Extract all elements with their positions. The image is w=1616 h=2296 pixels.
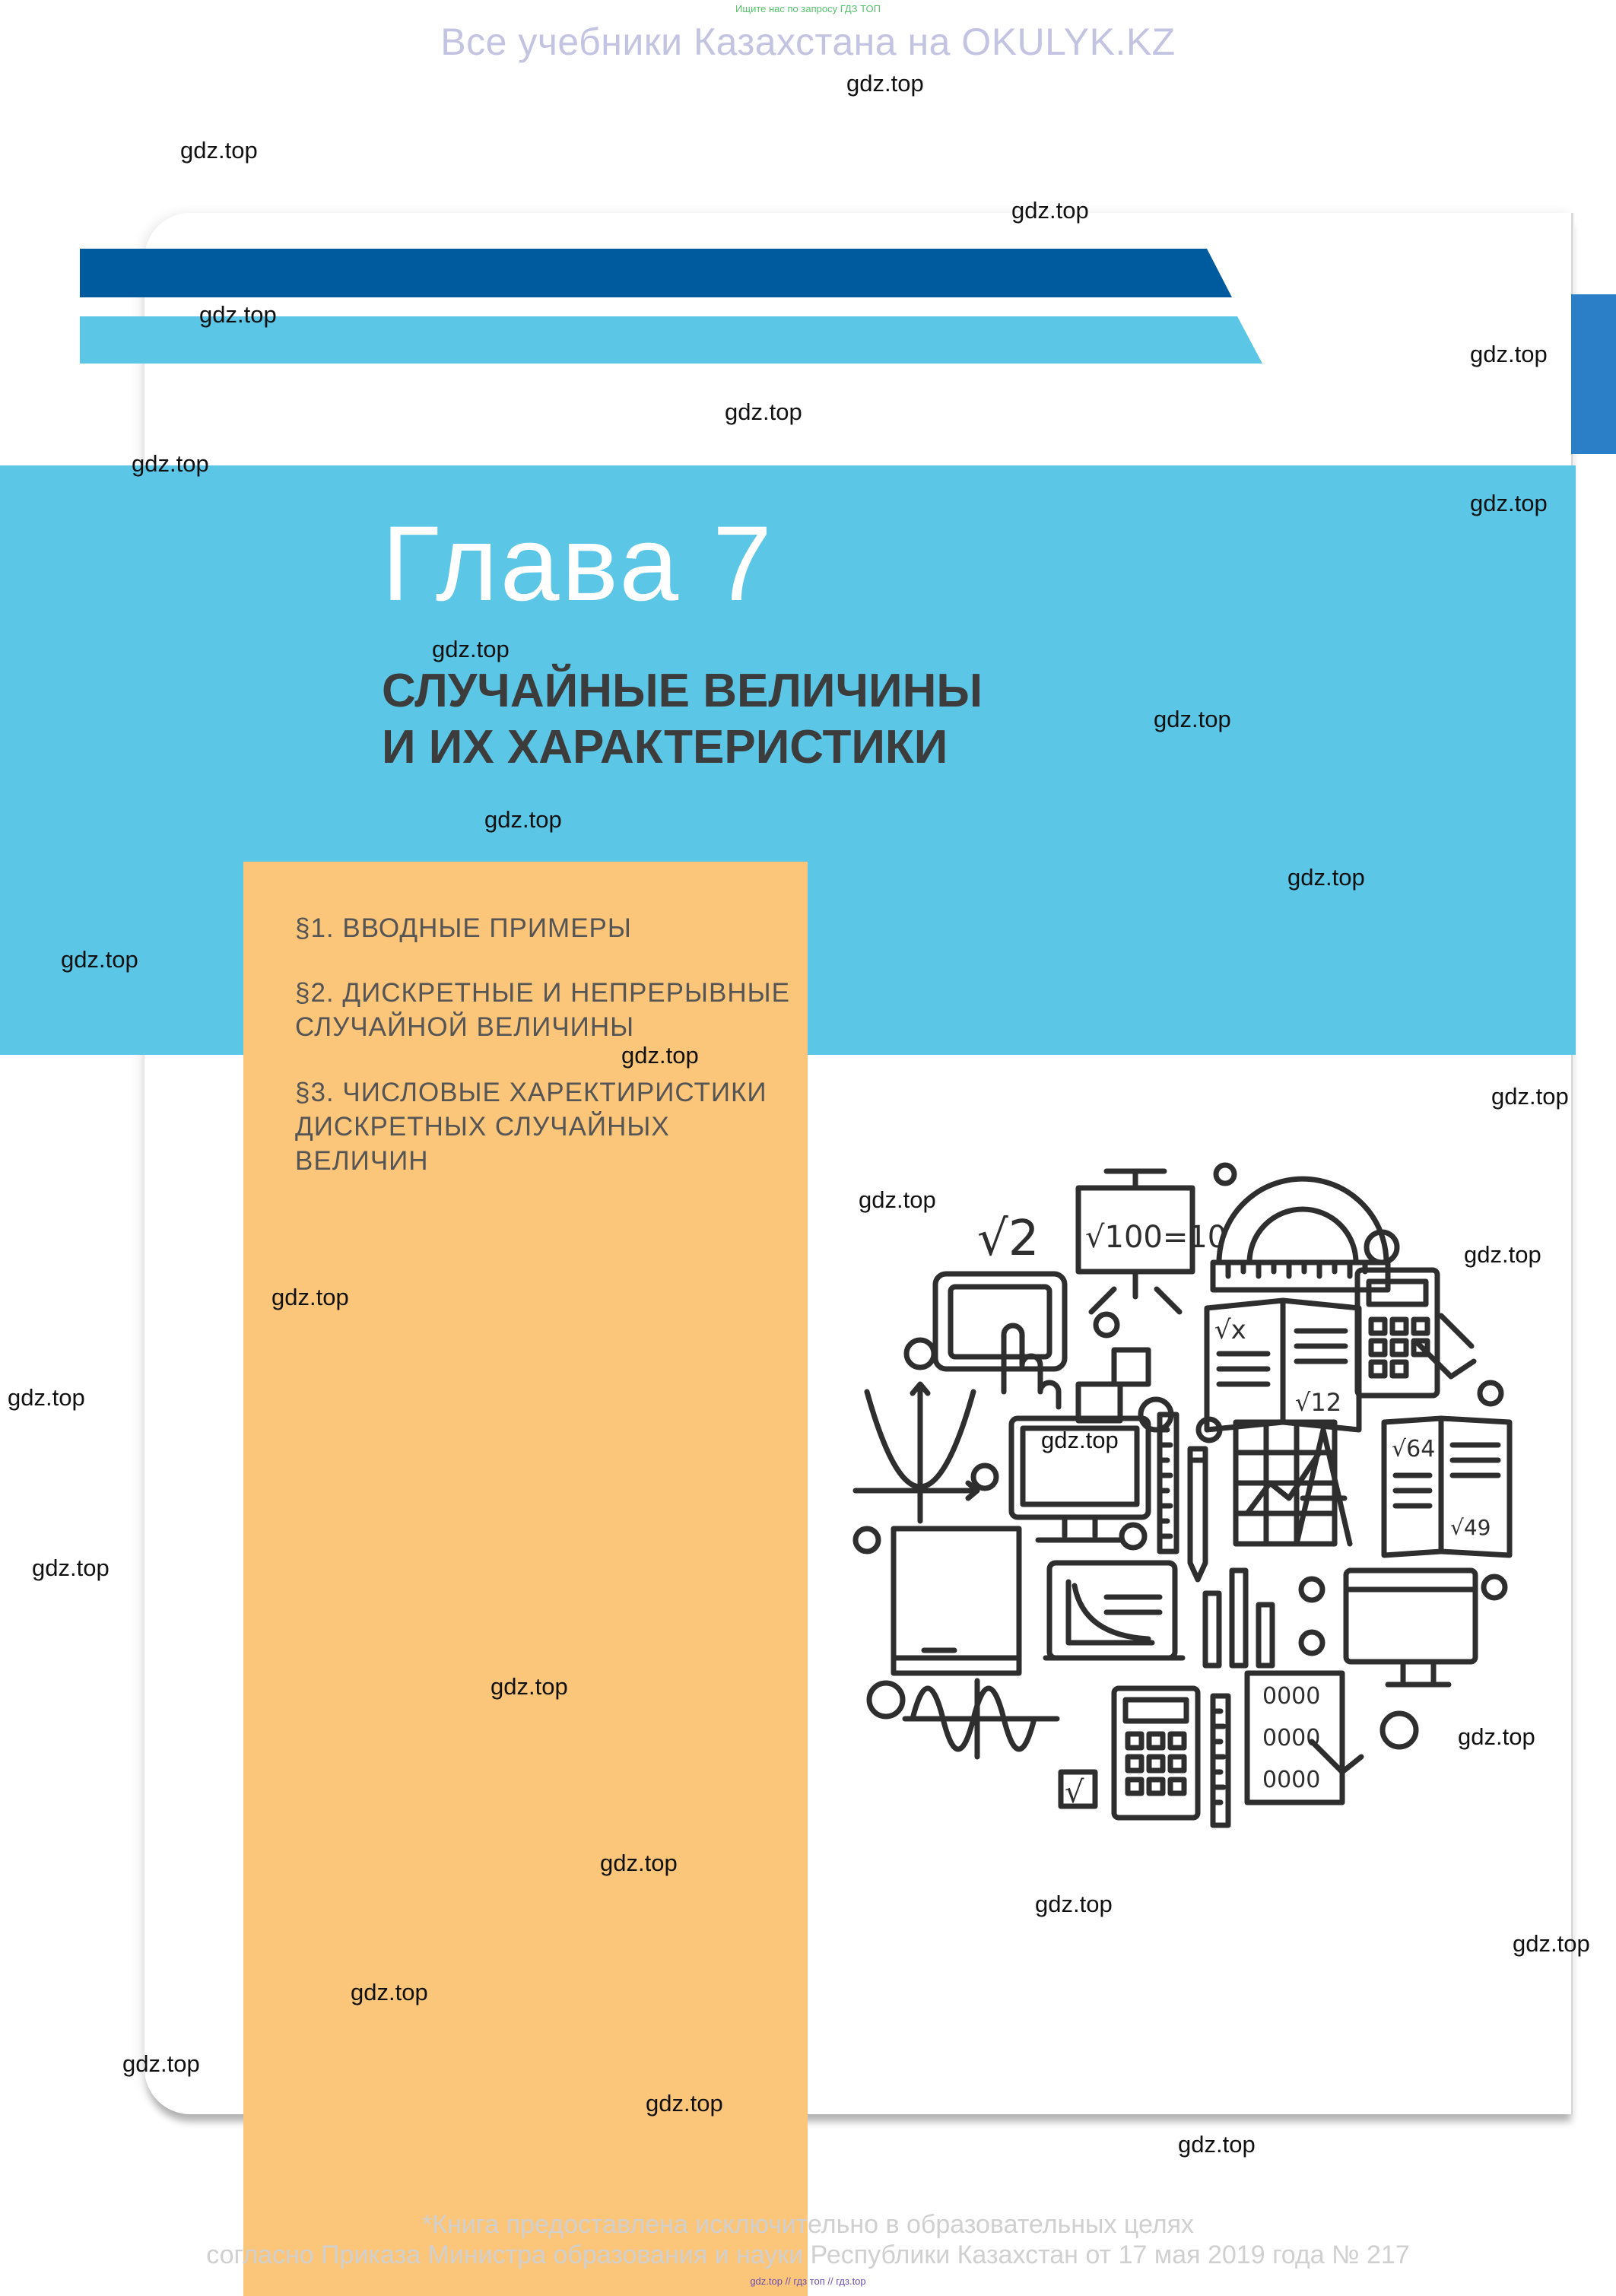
laptop-icon bbox=[894, 1529, 1019, 1673]
sqrt-two-text: √2 bbox=[977, 1211, 1040, 1267]
circle-dot bbox=[973, 1466, 996, 1488]
watermark: gdz.top bbox=[1035, 1891, 1113, 1917]
top-banner: Все учебники Казахстана на OKULYK.KZ bbox=[440, 21, 1176, 63]
footer-disclaimer: *Книга предоставлена исключительно в образовательных целях bbox=[421, 2210, 1195, 2239]
watermark: gdz.top bbox=[1287, 864, 1365, 891]
watermark: gdz.top bbox=[600, 1850, 678, 1876]
toc-item-1 bbox=[295, 911, 632, 945]
small-box-icon bbox=[1114, 1350, 1148, 1384]
circle-dot bbox=[1301, 1632, 1322, 1653]
watermark: gdz.top bbox=[1458, 1723, 1535, 1750]
footer-links: gdz.top // гдз топ // гдз.top bbox=[750, 2275, 866, 2287]
blackboard-icon bbox=[1078, 1171, 1227, 1312]
counter-text: 0000 bbox=[1262, 1683, 1321, 1710]
chapter-title-line: СЛУЧАЙНЫЕ ВЕЛИЧИНЫ bbox=[382, 665, 983, 717]
circle-dot bbox=[1383, 1713, 1416, 1747]
toc-line: ВЕЛИЧИН bbox=[295, 1146, 429, 1176]
chapter-label: Глава 7 bbox=[382, 503, 774, 623]
book-icon bbox=[1207, 1300, 1359, 1430]
watermark: gdz.top bbox=[846, 70, 924, 97]
watermark: gdz.top bbox=[8, 1384, 85, 1411]
footer-disclaimer: согласно Приказа Министра образования и науки Республики Казахстан от 17 мая 2019 года № 217 bbox=[206, 2240, 1410, 2269]
circle-dot bbox=[869, 1683, 903, 1716]
ruler2-icon bbox=[1213, 1696, 1228, 1825]
ruler-icon bbox=[1160, 1415, 1176, 1551]
book-text: √12 bbox=[1295, 1388, 1342, 1417]
watermark: gdz.top bbox=[351, 1979, 428, 2005]
watermark: gdz.top bbox=[1178, 2131, 1256, 2158]
roots-book-icon bbox=[1384, 1418, 1510, 1555]
protractor-icon bbox=[1213, 1179, 1388, 1290]
curve-screen-icon bbox=[1046, 1563, 1183, 1658]
toc-item-3 bbox=[295, 1075, 767, 1178]
watermark: gdz.top bbox=[271, 1284, 349, 1310]
circle-dot bbox=[1480, 1383, 1501, 1404]
book-text: √x bbox=[1214, 1315, 1246, 1345]
sine-wave-icon bbox=[905, 1681, 1057, 1757]
pencil-icon bbox=[1190, 1449, 1205, 1580]
circle-dot bbox=[1096, 1314, 1117, 1335]
side-tab bbox=[1571, 294, 1616, 454]
watermark: gdz.top bbox=[432, 636, 510, 662]
desktop-monitor-icon bbox=[1346, 1570, 1475, 1685]
watermark: gdz.top bbox=[1041, 1427, 1119, 1453]
circle-dot bbox=[1301, 1579, 1322, 1600]
toc-item-2 bbox=[295, 976, 790, 1044]
math-icons-illustration bbox=[848, 1156, 1532, 1840]
watermark: gdz.top bbox=[725, 399, 802, 425]
watermark: gdz.top bbox=[180, 137, 258, 164]
watermark: gdz.top bbox=[491, 1673, 568, 1700]
counter-text: 0000 bbox=[1262, 1767, 1321, 1793]
header-stripe-dark bbox=[80, 249, 1232, 297]
roots-text: √64 bbox=[1392, 1436, 1436, 1462]
toc-line: §2. ДИСКРЕТНЫЕ И НЕПРЕРЫВНЫЕ bbox=[295, 978, 790, 1008]
top-note: Ищите нас по запросу ГДЗ ТОП bbox=[735, 3, 881, 14]
watermark: gdz.top bbox=[199, 301, 277, 328]
circle-dot bbox=[856, 1529, 878, 1551]
watermark: gdz.top bbox=[32, 1554, 110, 1581]
bar-chart-icon bbox=[1205, 1570, 1272, 1666]
watermark: gdz.top bbox=[1464, 1241, 1541, 1268]
watermark: gdz.top bbox=[61, 946, 138, 973]
chart-compass-icon bbox=[1236, 1422, 1350, 1544]
watermark: gdz.top bbox=[1513, 1930, 1590, 1957]
calculator2-icon bbox=[1114, 1688, 1198, 1818]
watermark: gdz.top bbox=[859, 1186, 936, 1213]
toc-line: §1. ВВОДНЫЕ ПРИМЕРЫ bbox=[295, 913, 632, 943]
watermark: gdz.top bbox=[1154, 706, 1231, 732]
tablet-icon bbox=[935, 1274, 1065, 1407]
circle-dot bbox=[906, 1340, 934, 1367]
watermark: gdz.top bbox=[1470, 490, 1548, 516]
board-text: √100=10 bbox=[1085, 1220, 1227, 1255]
watermark: gdz.top bbox=[1470, 341, 1548, 367]
check-mark: √ bbox=[1065, 1775, 1084, 1810]
watermark: gdz.top bbox=[484, 806, 562, 833]
toc-line: СЛУЧАЙНОЙ ВЕЛИЧИНЫ bbox=[295, 1012, 635, 1042]
watermark: gdz.top bbox=[621, 1042, 699, 1069]
watermark: gdz.top bbox=[122, 2050, 200, 2077]
toc-line: ДИСКРЕТНЫХ СЛУЧАЙНЫХ bbox=[295, 1112, 670, 1142]
watermark: gdz.top bbox=[646, 2090, 723, 2117]
counter-text: 0000 bbox=[1262, 1725, 1321, 1751]
counter-icon bbox=[1247, 1673, 1361, 1802]
chapter-title-line: И ИХ ХАРАКТЕРИСТИКИ bbox=[382, 721, 948, 773]
circle-dot bbox=[1484, 1577, 1505, 1598]
circle-dot bbox=[1122, 1525, 1145, 1548]
circle-dot bbox=[1216, 1165, 1234, 1183]
watermark: gdz.top bbox=[1011, 197, 1089, 224]
watermark: gdz.top bbox=[132, 450, 209, 477]
sqrt-icon bbox=[977, 1211, 1040, 1267]
parabola-graph-icon bbox=[856, 1384, 977, 1521]
roots-text: √49 bbox=[1450, 1515, 1491, 1540]
toc-line: §3. ЧИСЛОВЫЕ ХАРЕКТИРИСТИКИ bbox=[295, 1078, 767, 1107]
chapter-title bbox=[382, 663, 983, 776]
watermark: gdz.top bbox=[1491, 1083, 1569, 1110]
calculator-small-icon bbox=[1078, 1384, 1120, 1421]
